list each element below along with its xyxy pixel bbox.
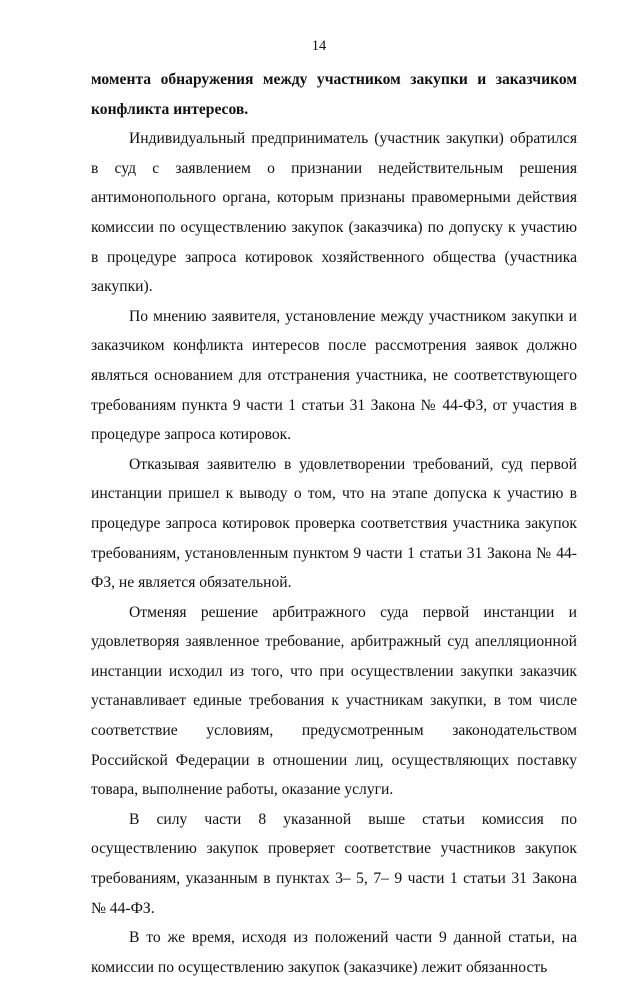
paragraph-3: По мнению заявителя, установление между участником закупки и заказчиком конфликта интересов после рассмотрения заявок должно являться основанием для отстранения участника, не соответствующего требованиям пункта 9 части 1 статьи 31 Закона № 44-ФЗ, от участия в процедуре запроса котировок.	[91, 307, 577, 444]
paragraph-1: момента обнаружения между участником закупки и заказчиком конфликта интересов.	[91, 71, 577, 118]
paragraph-2: Индивидуальный предприниматель (участник закупки) обратился в суд с заявлением о признании недействительным решения антимонопольного органа, которым признаны правомерными действия комиссии по осуществлению закупок (заказчика) по допуску к участию в процедуре запроса котировок хозяйственного общества (участника закупки).	[91, 130, 577, 296]
paragraph-5: Отменяя решение арбитражного суда первой инстанции и удовлетворяя заявленное требование, арбитражный суд апелляционной инстанции исходил из того, что при осуществлении закупки заказчик устанавливает единые требования к участникам закупки, в том числе соответствие условиям, предусмотренным законодательством Российской Федерации в отношении лиц, осуществляющих поставку товара, выполнение работы, оказание услуги.	[91, 603, 577, 799]
paragraph-6: В силу части 8 указанной выше статьи комиссия по осуществлению закупок проверяет соответствие участников закупок требованиям, указанным в пунктах 3– 5, 7– 9 части 1 статьи 31 Закона № 44-ФЗ.	[91, 810, 577, 917]
paragraph-7: В то же время, исходя из положений части 9 данной статьи, на комиссии по осуществлению закупок (заказчике) лежит обязанность	[91, 929, 577, 976]
body-text	[91, 65, 577, 982]
page-number: 14	[311, 38, 327, 54]
paragraph-4: Отказывая заявителю в удовлетворении требований, суд первой инстанции пришел к выводу о том, что на этапе допуска к участию в процедуре запроса котировок проверка соответствия участника закупок требованиям, установленным пунктом 9 части 1 статьи 31 Закона № 44-ФЗ, не является обязательной.	[91, 455, 577, 592]
